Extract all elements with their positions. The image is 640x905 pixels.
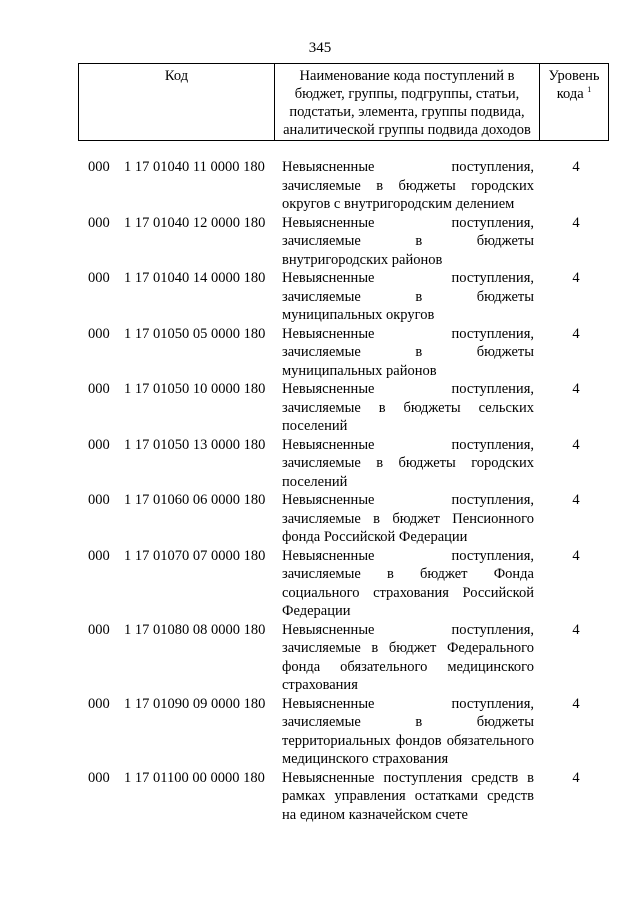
table-row [0,547,640,621]
admin-code-cell: 000 [88,214,110,231]
header-name: Наименование кода поступлений в бюджет, группы, подгруппы, статьи, подстатьи, элемента, группы подвида, аналитической группы подвида доходов [274,64,539,140]
admin-code-cell: 000 [88,547,110,564]
budget-code-cell: 1 17 01050 05 0000 180 [124,325,266,342]
admin-code-cell: 000 [88,769,110,786]
level-cell: 4 [572,436,580,453]
budget-code-cell: 1 17 01100 00 0000 180 [124,769,265,786]
admin-code-cell: 000 [88,159,110,175]
level-cell: 4 [572,769,580,786]
income-name-cell: Невыясненные поступления, зачисляемые в бюджеты территориальных фондов обязательного медицинского страхования [282,695,534,767]
admin-code-cell: 000 [88,621,110,638]
table-row [0,214,640,270]
table-row [0,436,640,492]
table-row [0,491,640,547]
level-cell: 4 [572,325,580,342]
budget-code-cell: 1 17 01040 12 0000 180 [124,214,266,231]
budget-code-cell: 1 17 01080 08 0000 180 [124,621,266,638]
table-row [0,695,640,769]
page-number: 345 [308,40,332,56]
table-row [0,769,640,825]
table-body [0,158,640,824]
table-row [0,380,640,436]
income-name-cell: Невыясненные поступления, зачисляемые в бюджеты городских округов с внутригородским делением [282,159,534,212]
table-row [0,158,640,214]
level-cell: 4 [572,547,580,564]
income-name-cell: Невыясненные поступления, зачисляемые в бюджеты городских поселений [282,436,534,490]
header-level [539,64,609,140]
budget-code-cell: 1 17 01070 07 0000 180 [124,547,266,564]
level-cell: 4 [572,159,580,175]
budget-code-cell: 1 17 01090 09 0000 180 [124,695,266,712]
admin-code-cell: 000 [88,381,110,397]
level-cell: 4 [572,381,580,397]
level-cell: 4 [572,695,580,712]
level-cell: 4 [572,621,580,638]
budget-code-cell: 1 17 01040 14 0000 180 [124,270,266,286]
budget-code-cell: 1 17 01060 06 0000 180 [124,492,266,508]
admin-code-cell: 000 [88,325,110,342]
income-name-cell: Невыясненные поступления, зачисляемые в бюджет Федерального фонда обязательного медицинского страхования [282,621,534,693]
footnote-marker: 1 [587,85,592,94]
admin-code-cell: 000 [88,695,110,712]
income-name-cell: Невыясненные поступления, зачисляемые в бюджеты внутригородских районов [282,214,534,268]
table-row [0,325,640,381]
income-name-cell: Невыясненные поступления, зачисляемые в бюджеты сельских поселений [282,381,534,434]
budget-code-cell: 1 17 01050 10 0000 180 [124,381,266,397]
level-cell: 4 [572,492,580,508]
admin-code-cell: 000 [88,270,110,286]
income-name-cell: Невыясненные поступления, зачисляемые в бюджеты муниципальных округов [282,270,534,323]
budget-code-cell: 1 17 01040 11 0000 180 [124,159,265,175]
header-code: Код [78,64,274,140]
income-name-cell: Невыясненные поступления, зачисляемые в бюджет Фонда социального страхования Российской Федерации [282,547,534,619]
table-row [0,621,640,695]
table-header [78,63,609,141]
income-name-cell: Невыясненные поступления, зачисляемые в бюджеты муниципальных районов [282,325,534,379]
admin-code-cell: 000 [88,436,110,453]
admin-code-cell: 000 [88,492,110,508]
header-level-label: Уровень кода [548,68,600,102]
table-row [0,269,640,325]
income-name-cell: Невыясненные поступления, зачисляемые в бюджет Пенсионного фонда Российской Федерации [282,492,534,545]
budget-code-cell: 1 17 01050 13 0000 180 [124,436,266,453]
level-cell: 4 [572,270,580,286]
income-name-cell: Невыясненные поступления средств в рамках управления остатками средств на едином казначейском счете [282,769,534,823]
level-cell: 4 [572,214,580,231]
